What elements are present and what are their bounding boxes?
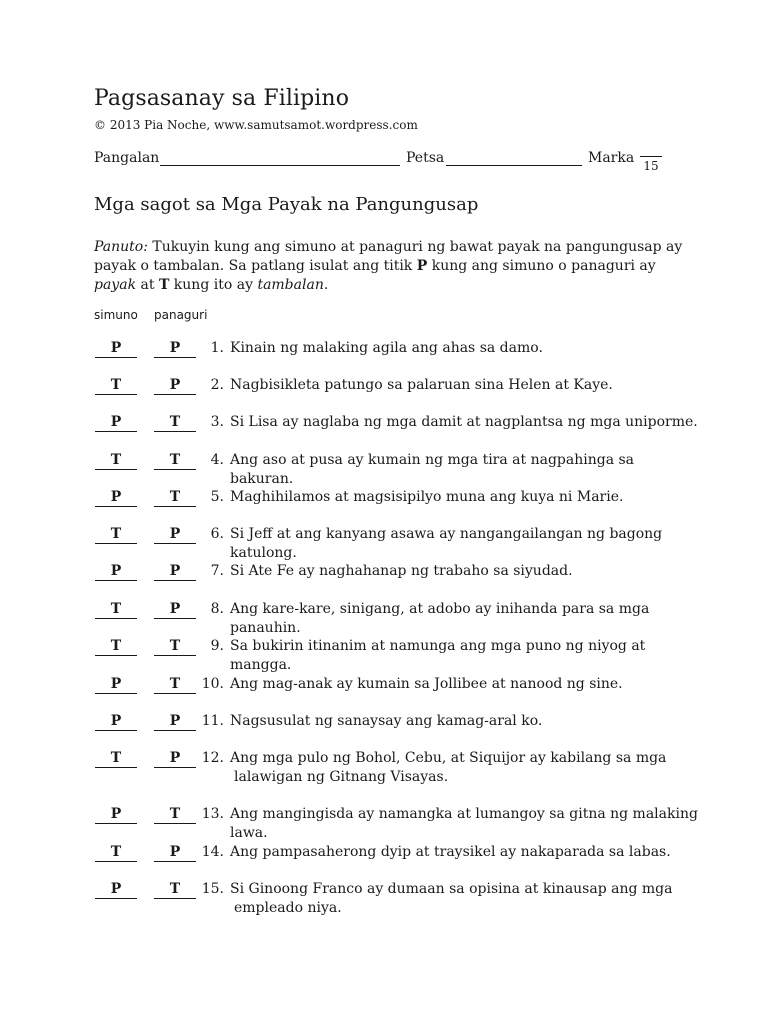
panaguri-answer[interactable]: P [154, 844, 196, 862]
simuno-answer[interactable]: P [95, 563, 137, 581]
simuno-answer[interactable]: P [95, 340, 137, 358]
sentence-text: Si Jeff at ang kanyang asawa ay nangangailangan ng bagong katulong. [230, 526, 663, 561]
panaguri-answer[interactable]: T [154, 806, 196, 824]
panaguri-answer[interactable]: P [154, 340, 196, 358]
simuno-answer[interactable]: T [95, 452, 137, 470]
item-sentence [230, 749, 700, 787]
item-sentence [230, 805, 700, 843]
sentence-text: Ang mangingisda ay namangka at lumangoy sa gitna ng malaking lawa. [230, 806, 698, 841]
sentence-text: Si Ginoong Franco ay dumaan sa opisina at kinausap ang mga [230, 881, 673, 897]
item-number: 2. [210, 377, 224, 393]
item-number: 13. [201, 806, 224, 822]
panaguri-answer[interactable]: T [154, 452, 196, 470]
simuno-answer[interactable]: P [95, 881, 137, 899]
letter-p: P [416, 258, 428, 274]
panaguri-answer[interactable]: T [154, 638, 196, 656]
sentence-text: Kinain ng malaking agila ang ahas sa damo. [230, 340, 543, 356]
item-number: 15. [201, 881, 224, 897]
simuno-answer[interactable]: T [95, 638, 137, 656]
simuno-answer[interactable]: T [95, 601, 137, 619]
sentence-text: Maghihilamos at magsisipilyo muna ang kuya ni Marie. [230, 489, 624, 505]
marka-denominator: 15 [643, 159, 659, 173]
sentence-text: Ang mga pulo ng Bohol, Cebu, at Siquijor ay kabilang sa mga [230, 750, 667, 766]
pangalan-blank[interactable] [160, 164, 400, 166]
item-number: 10. [201, 676, 224, 692]
petsa-blank[interactable] [446, 164, 582, 166]
item-sentence [230, 637, 700, 675]
item-number: 1. [210, 340, 224, 356]
payak-word: payak [94, 277, 137, 293]
simuno-answer[interactable]: T [95, 377, 137, 395]
marka-label: Marka [588, 150, 635, 166]
sentence-continuation: lalawigan ng Gitnang Visayas. [234, 769, 449, 785]
sentence-text: Si Ate Fe ay naghahanap ng trabaho sa siyudad. [230, 563, 573, 579]
instructions [94, 238, 684, 295]
item-sentence [230, 525, 700, 563]
simuno-answer[interactable]: P [95, 806, 137, 824]
sentence-text: Nagsusulat ng sanaysay ang kamag-aral ko. [230, 713, 543, 729]
item-number: 9. [210, 638, 224, 654]
panaguri-answer[interactable]: P [154, 601, 196, 619]
simuno-answer[interactable]: T [95, 750, 137, 768]
panaguri-answer[interactable]: P [154, 750, 196, 768]
item-sentence [230, 413, 700, 432]
simuno-answer[interactable]: P [95, 489, 137, 507]
panaguri-answer[interactable]: T [154, 881, 196, 899]
copyright-line: © 2013 Pia Noche, www.samutsamot.wordpress.com [94, 118, 418, 132]
item-number: 12. [201, 750, 224, 766]
sentence-text: Ang kare-kare, sinigang, at adobo ay inihanda para sa mga panauhin. [230, 601, 650, 636]
instructions-part5: . [323, 277, 329, 293]
sentence-text: Sa bukirin itinanim at namunga ang mga puno ng niyog at mangga. [230, 638, 646, 673]
panaguri-answer[interactable]: T [154, 489, 196, 507]
sentence-text: Si Lisa ay naglaba ng mga damit at nagplantsa ng mga uniporme. [230, 414, 698, 430]
pangalan-label: Pangalan [94, 150, 160, 166]
panaguri-answer[interactable]: P [154, 713, 196, 731]
item-number: 7. [210, 563, 224, 579]
item-sentence [230, 451, 700, 489]
tambalan-word: tambalan [257, 277, 324, 293]
item-sentence [230, 600, 700, 638]
panaguri-answer[interactable]: P [154, 377, 196, 395]
item-number: 3. [210, 414, 224, 430]
marka-score[interactable] [640, 156, 662, 173]
item-sentence [230, 712, 700, 731]
sentence-text: Ang pampasaherong dyip at traysikel ay nakaparada sa labas. [230, 844, 671, 860]
instructions-part4: kung ito ay [169, 277, 258, 293]
item-sentence [230, 843, 700, 862]
simuno-answer[interactable]: T [95, 526, 137, 544]
instructions-part1: Tukuyin kung ang simuno at panaguri ng bawat payak na pangungusap ay payak o tambalan. Sa patlang isulat ang titik [94, 239, 683, 274]
item-sentence [230, 488, 700, 507]
item-sentence [230, 675, 700, 694]
panaguri-answer[interactable]: P [154, 563, 196, 581]
panaguri-answer[interactable]: T [154, 676, 196, 694]
panuto-label: Panuto: [94, 239, 148, 255]
item-number: 5. [210, 489, 224, 505]
item-number: 14. [201, 844, 224, 860]
simuno-answer[interactable]: P [95, 414, 137, 432]
panaguri-answer[interactable]: T [154, 414, 196, 432]
item-sentence [230, 562, 700, 581]
simuno-answer[interactable]: T [95, 844, 137, 862]
item-number: 8. [210, 601, 224, 617]
student-info-row [94, 150, 674, 180]
sentence-continuation: empleado niya. [234, 900, 342, 916]
column-header-simuno: simuno [94, 308, 138, 322]
item-number: 11. [201, 713, 224, 729]
section-title: Mga sagot sa Mga Payak na Pangungusap [94, 194, 479, 215]
marka-fraction-bar [640, 156, 662, 157]
item-number: 6. [210, 526, 224, 542]
item-sentence [230, 376, 700, 395]
instructions-part2: kung ang simuno o panaguri ay [427, 258, 656, 274]
panaguri-answer[interactable]: P [154, 526, 196, 544]
instructions-part3: at [136, 277, 159, 293]
column-header-panaguri: panaguri [154, 308, 208, 322]
item-number: 4. [210, 452, 224, 468]
simuno-answer[interactable]: P [95, 676, 137, 694]
simuno-answer[interactable]: P [95, 713, 137, 731]
page-title: Pagsasanay sa Filipino [94, 86, 350, 111]
sentence-text: Ang mag-anak ay kumain sa Jollibee at nanood ng sine. [230, 676, 623, 692]
item-sentence [230, 880, 700, 918]
sentence-text: Ang aso at pusa ay kumain ng mga tira at nagpahinga sa bakuran. [230, 452, 635, 487]
item-sentence [230, 339, 700, 358]
letter-t: T [158, 277, 170, 293]
sentence-text: Nagbisikleta patungo sa palaruan sina Helen at Kaye. [230, 377, 613, 393]
petsa-label: Petsa [406, 150, 445, 166]
